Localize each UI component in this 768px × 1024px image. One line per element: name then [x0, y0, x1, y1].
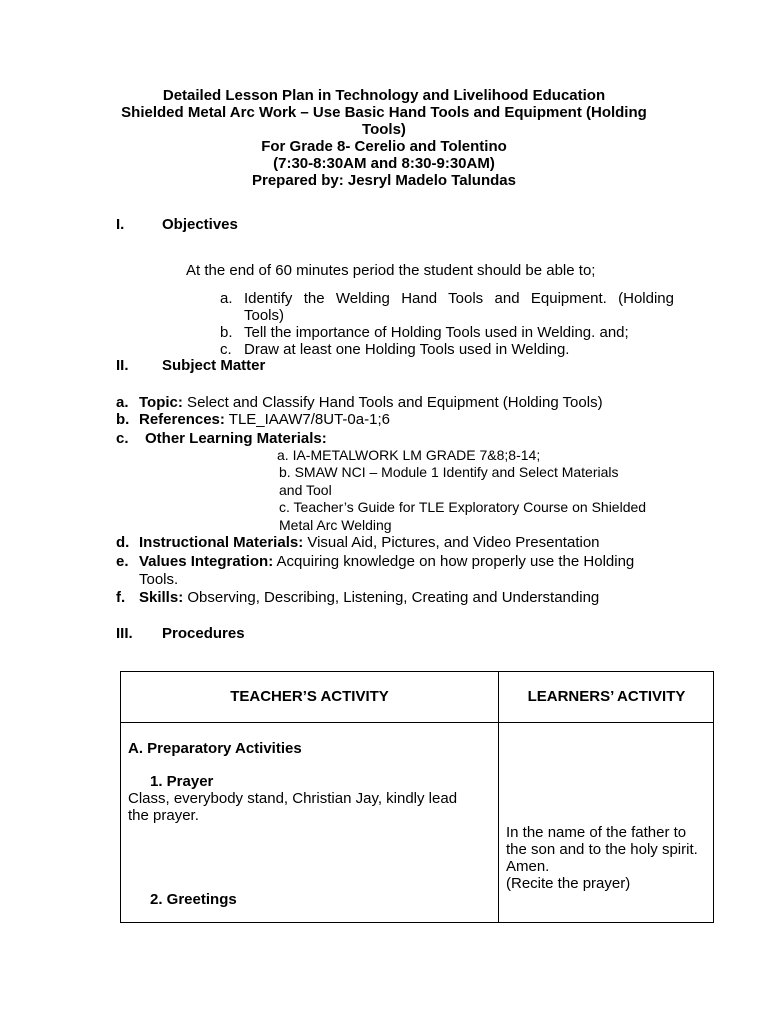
objectives-intro: At the end of 60 minutes period the student should be able to; — [186, 262, 596, 279]
objective-a-cont: Tools) — [244, 307, 285, 324]
objective-marker-b: b. — [220, 324, 233, 341]
objective-marker-a: a. — [220, 290, 233, 307]
instructional-value: Visual Aid, Pictures, and Video Presentation — [303, 534, 600, 551]
section-numeral-1: I. — [116, 216, 125, 233]
instructional-label: Instructional Materials: — [139, 534, 304, 551]
item-marker-c: c. — [116, 430, 129, 447]
values-cont: Tools. — [139, 571, 179, 588]
teacher-activity-header: TEACHER’S ACTIVITY — [230, 688, 389, 705]
preparatory-activities-title: A. Preparatory Activities — [128, 740, 302, 757]
skills-line — [139, 589, 599, 606]
objective-marker-c: c. — [220, 341, 232, 358]
material-a: a. IA-METALWORK LM GRADE 7&8;8-14; — [277, 447, 541, 463]
values-value: Acquiring knowledge on how properly use the Holding — [273, 553, 635, 570]
item-marker-a: a. — [116, 394, 129, 411]
skills-value: Observing, Describing, Listening, Creating and Understanding — [183, 589, 600, 606]
learner-response-line-2: the son and to the holy spirit. — [506, 841, 698, 858]
references-label: References: — [139, 411, 225, 428]
table-column-divider — [498, 672, 499, 922]
prayer-instruction-cont: the prayer. — [128, 807, 199, 824]
material-b-cont: and Tool — [279, 482, 332, 498]
instructional-line — [139, 534, 600, 551]
material-c-cont: Metal Arc Welding — [279, 517, 392, 533]
table-header-divider — [121, 722, 713, 723]
topic-label: Topic: — [139, 394, 183, 411]
material-c: c. Teacher’s Guide for TLE Exploratory Course on Shielded — [279, 499, 647, 515]
topic-line — [139, 394, 603, 411]
lesson-subtitle: Shielded Metal Arc Work – Use Basic Hand Tools and Equipment (Holding — [121, 104, 647, 121]
item-marker-e: e. — [116, 553, 129, 570]
skills-label: Skills: — [139, 589, 184, 606]
section-numeral-2: II. — [116, 357, 129, 374]
section-title-objectives: Objectives — [162, 216, 238, 233]
other-materials-label: Other Learning Materials: — [145, 430, 327, 447]
prayer-instruction: Class, everybody stand, Christian Jay, kindly lead — [128, 790, 458, 807]
item-marker-b: b. — [116, 411, 130, 428]
greetings-heading: 2. Greetings — [150, 891, 237, 908]
objective-a: Identify the Welding Hand Tools and Equipment. (Holding — [244, 290, 674, 307]
references-line — [139, 411, 390, 428]
grade-sections: For Grade 8- Cerelio and Tolentino — [261, 138, 507, 155]
section-numeral-3: III. — [116, 625, 133, 642]
objective-b: Tell the importance of Holding Tools used in Welding. and; — [244, 324, 629, 341]
material-b: b. SMAW NCI – Module 1 Identify and Select Materials — [279, 464, 619, 480]
schedule: (7:30-8:30AM and 8:30-9:30AM) — [273, 155, 495, 172]
learner-activity-header: LEARNERS’ ACTIVITY — [527, 688, 686, 705]
section-title-procedures: Procedures — [162, 625, 245, 642]
references-value: TLE_IAAW7/8UT-0a-1;6 — [224, 411, 390, 428]
topic-value: Select and Classify Hand Tools and Equipment (Holding Tools) — [182, 394, 603, 411]
item-marker-f: f. — [116, 589, 126, 606]
section-title-subject-matter: Subject Matter — [162, 357, 266, 374]
prayer-heading: 1. Prayer — [150, 773, 214, 790]
prepared-by: Prepared by: Jesryl Madelo Talundas — [252, 172, 516, 189]
document-title: Detailed Lesson Plan in Technology and Livelihood Education — [162, 87, 606, 104]
learner-response-line-3: Amen. — [506, 858, 550, 875]
values-line — [139, 553, 634, 570]
procedures-table — [120, 671, 714, 923]
values-label: Values Integration: — [139, 553, 274, 570]
learner-response-line-4: (Recite the prayer) — [506, 875, 631, 892]
objective-c: Draw at least one Holding Tools used in Welding. — [244, 341, 570, 358]
lesson-subtitle-cont: Tools) — [362, 121, 406, 138]
learner-response-line-1: In the name of the father to — [506, 824, 687, 841]
item-marker-d: d. — [116, 534, 130, 551]
